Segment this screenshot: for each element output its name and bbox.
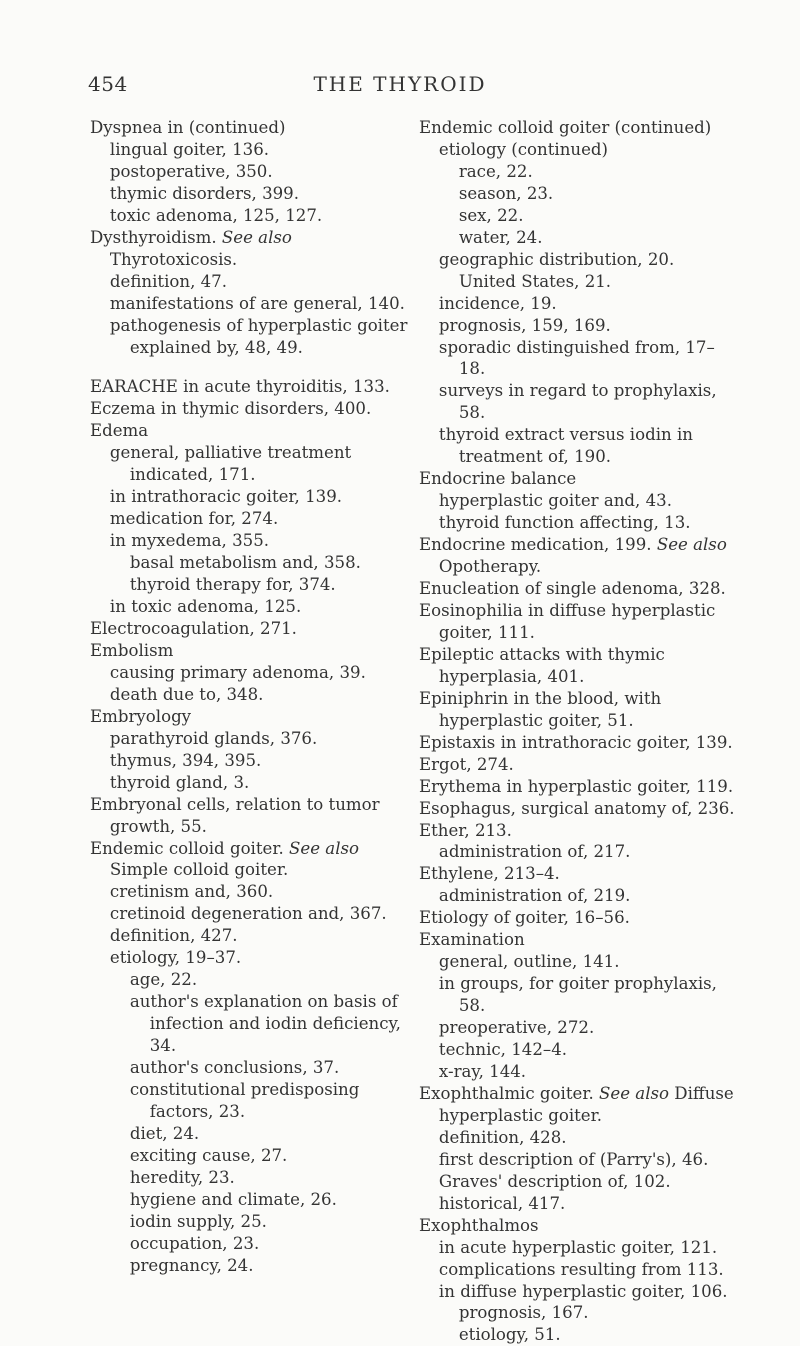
running-head: THE THYROID <box>313 72 487 96</box>
index-subentry: manifestations of are general, 140. <box>109 293 405 313</box>
index-entry <box>90 227 408 271</box>
index-entry: Erythema in hyperplastic goiter, 119. <box>419 776 734 796</box>
see-also-reference: See also <box>221 227 292 247</box>
index-subentry: race, 22. <box>458 161 533 181</box>
page-number: 454 <box>88 72 128 96</box>
index-entry <box>419 534 737 578</box>
index-entry: Exophthalmos <box>419 1215 539 1235</box>
index-subentry: thyroid extract versus iodin in treatment of, 190. <box>438 425 693 467</box>
index-subentry: cretinoid degeneration and, 367. <box>109 904 387 924</box>
index-subentry: technic, 142–4. <box>438 1040 568 1060</box>
index-entry: Ethylene, 213–4. <box>419 864 560 884</box>
entry-text: Thyrotoxicosis. <box>109 249 238 269</box>
index-entry: Dyspnea in (continued) <box>90 118 286 137</box>
index-column-right <box>419 117 737 1346</box>
index-subentry: in acute hyperplastic goiter, 121. <box>438 1237 718 1257</box>
index-entry: Epistaxis in intrathoracic goiter, 139. <box>419 732 733 752</box>
index-subentry: occupation, 23. <box>129 1233 260 1253</box>
index-entry: Embryonal cells, relation to tumor growth, 55. <box>90 794 380 836</box>
index-subentry: etiology, 19–37. <box>109 948 242 968</box>
index-entry: Etiology of goiter, 16–56. <box>419 908 630 928</box>
index-subentry: in toxic adenoma, 125. <box>109 597 302 617</box>
index-subentry: thyroid function affecting, 13. <box>438 513 691 533</box>
page-header <box>0 72 800 102</box>
index-entry: Ergot, 274. <box>419 754 514 774</box>
index-subentry: x-ray, 144. <box>438 1061 527 1081</box>
index-subentry: hyperplastic goiter and, 43. <box>438 491 672 511</box>
index-list-left <box>90 117 408 1277</box>
index-entry: Edema <box>90 421 149 441</box>
index-subentry: thyroid gland, 3. <box>109 772 250 792</box>
index-subentry: complications resulting from 113. <box>438 1259 724 1279</box>
index-subentry: heredity, 23. <box>129 1167 235 1187</box>
index-subentry: death due to, 348. <box>109 684 264 704</box>
index-subentry: lingual goiter, 136. <box>109 139 270 159</box>
index-subentry: postoperative, 350. <box>109 161 273 181</box>
index-subentry: diet, 24. <box>129 1123 200 1143</box>
index-subentry: first description of (Parry's), 46. <box>438 1149 709 1169</box>
index-entry: Endocrine balance <box>419 469 577 489</box>
index-subentry: etiology (continued) <box>438 139 608 159</box>
index-subentry: administration of, 217. <box>438 842 631 862</box>
index-subentry: in groups, for goiter prophylaxis, 58. <box>438 974 717 1016</box>
index-subentry: prognosis, 167. <box>458 1303 589 1323</box>
entry-text: Diffuse hyperplastic goiter. <box>438 1083 734 1125</box>
index-subentry: United States, 21. <box>458 271 612 291</box>
index-subentry: geographic distribution, 20. <box>438 249 675 269</box>
index-subentry: constitutional predisposing factors, 23. <box>129 1079 360 1121</box>
index-list-right <box>419 117 737 1346</box>
index-subentry: thyroid therapy for, 374. <box>129 575 336 595</box>
index-subentry: preoperative, 272. <box>438 1018 595 1038</box>
index-subentry: water, 24. <box>458 227 543 247</box>
index-subentry: thymus, 394, 395. <box>109 750 262 770</box>
index-subentry: Graves' description of, 102. <box>438 1171 671 1191</box>
index-subentry: prognosis, 159, 169. <box>438 315 611 335</box>
index-subentry: general, palliative treatment indicated, 171. <box>109 443 352 485</box>
index-subentry: administration of, 219. <box>438 886 631 906</box>
index-subentry: toxic adenoma, 125, 127. <box>109 205 323 225</box>
index-subentry: season, 23. <box>458 183 554 203</box>
index-subentry: basal metabolism and, 358. <box>129 553 361 573</box>
index-entry: Ether, 213. <box>419 820 512 840</box>
index-subentry: definition, 427. <box>109 926 238 946</box>
index-entry: Esophagus, surgical anatomy of, 236. <box>419 798 735 818</box>
index-subentry: in myxedema, 355. <box>109 531 270 551</box>
index-subentry: etiology, 51. <box>458 1325 561 1345</box>
index-subentry: hygiene and climate, 26. <box>129 1189 337 1209</box>
index-entry: Embolism <box>90 640 174 660</box>
index-subentry: pregnancy, 24. <box>129 1255 254 1275</box>
index-subentry: age, 22. <box>129 970 198 990</box>
entry-text: Endemic colloid goiter. <box>90 838 290 858</box>
index-subentry: general, outline, 141. <box>438 952 620 972</box>
index-subentry: author's conclusions, 37. <box>129 1058 340 1078</box>
index-subentry: in intrathoracic goiter, 139. <box>109 487 343 507</box>
index-subentry: definition, 47. <box>109 271 228 291</box>
index-column-left <box>90 117 408 1277</box>
index-entry: Electrocoagulation, 271. <box>90 618 297 638</box>
index-entry: Epileptic attacks with thymic hyperplasia, 401. <box>419 644 665 686</box>
index-entry: EARACHE in acute thyroiditis, 133. <box>90 377 390 397</box>
index-entry <box>90 838 408 882</box>
index-entry: Eosinophilia in diffuse hyperplastic goiter, 111. <box>419 600 716 642</box>
entry-text: Dysthyroidism. <box>90 227 222 247</box>
index-subentry: causing primary adenoma, 39. <box>109 662 366 682</box>
index-subentry: in diffuse hyperplastic goiter, 106. <box>438 1281 728 1301</box>
index-subentry: author's explanation on basis of infection and iodin deficiency, 34. <box>129 992 401 1056</box>
index-subentry: historical, 417. <box>438 1193 566 1213</box>
index-entry: Examination <box>419 930 525 950</box>
index-subentry: incidence, 19. <box>438 293 557 313</box>
index-entry: Embryology <box>90 706 192 726</box>
index-subentry: surveys in regard to prophylaxis, 58. <box>438 381 717 423</box>
see-also-reference: See also <box>599 1083 670 1103</box>
entry-text: Opotherapy. <box>438 557 542 577</box>
index-subentry: definition, 428. <box>438 1127 567 1147</box>
index-subentry: parathyroid glands, 376. <box>109 728 318 748</box>
index-entry: Enucleation of single adenoma, 328. <box>419 579 726 599</box>
entry-text: Endocrine medication, 199. <box>419 535 657 555</box>
index-subentry: sporadic distinguished from, 17–18. <box>438 337 715 379</box>
index-subentry: thymic disorders, 399. <box>109 183 300 203</box>
index-subentry: iodin supply, 25. <box>129 1211 267 1231</box>
entry-text: Simple colloid goiter. <box>109 860 289 880</box>
index-entry <box>419 1083 737 1127</box>
index-entry: Eczema in thymic disorders, 400. <box>90 399 372 419</box>
index-subentry: cretinism and, 360. <box>109 882 274 902</box>
index-subentry: sex, 22. <box>458 205 524 225</box>
index-subentry: exciting cause, 27. <box>129 1145 288 1165</box>
index-entry: Endemic colloid goiter (continued) <box>419 118 712 137</box>
index-subentry: pathogenesis of hyperplastic goiter explained by, 48, 49. <box>109 315 408 357</box>
index-entry: Epiniphrin in the blood, with hyperplastic goiter, 51. <box>419 688 662 730</box>
see-also-reference: See also <box>656 535 727 555</box>
entry-text: Exophthalmic goiter. <box>419 1083 600 1103</box>
index-subentry: medication for, 274. <box>109 509 279 529</box>
see-also-reference: See also <box>289 838 360 858</box>
